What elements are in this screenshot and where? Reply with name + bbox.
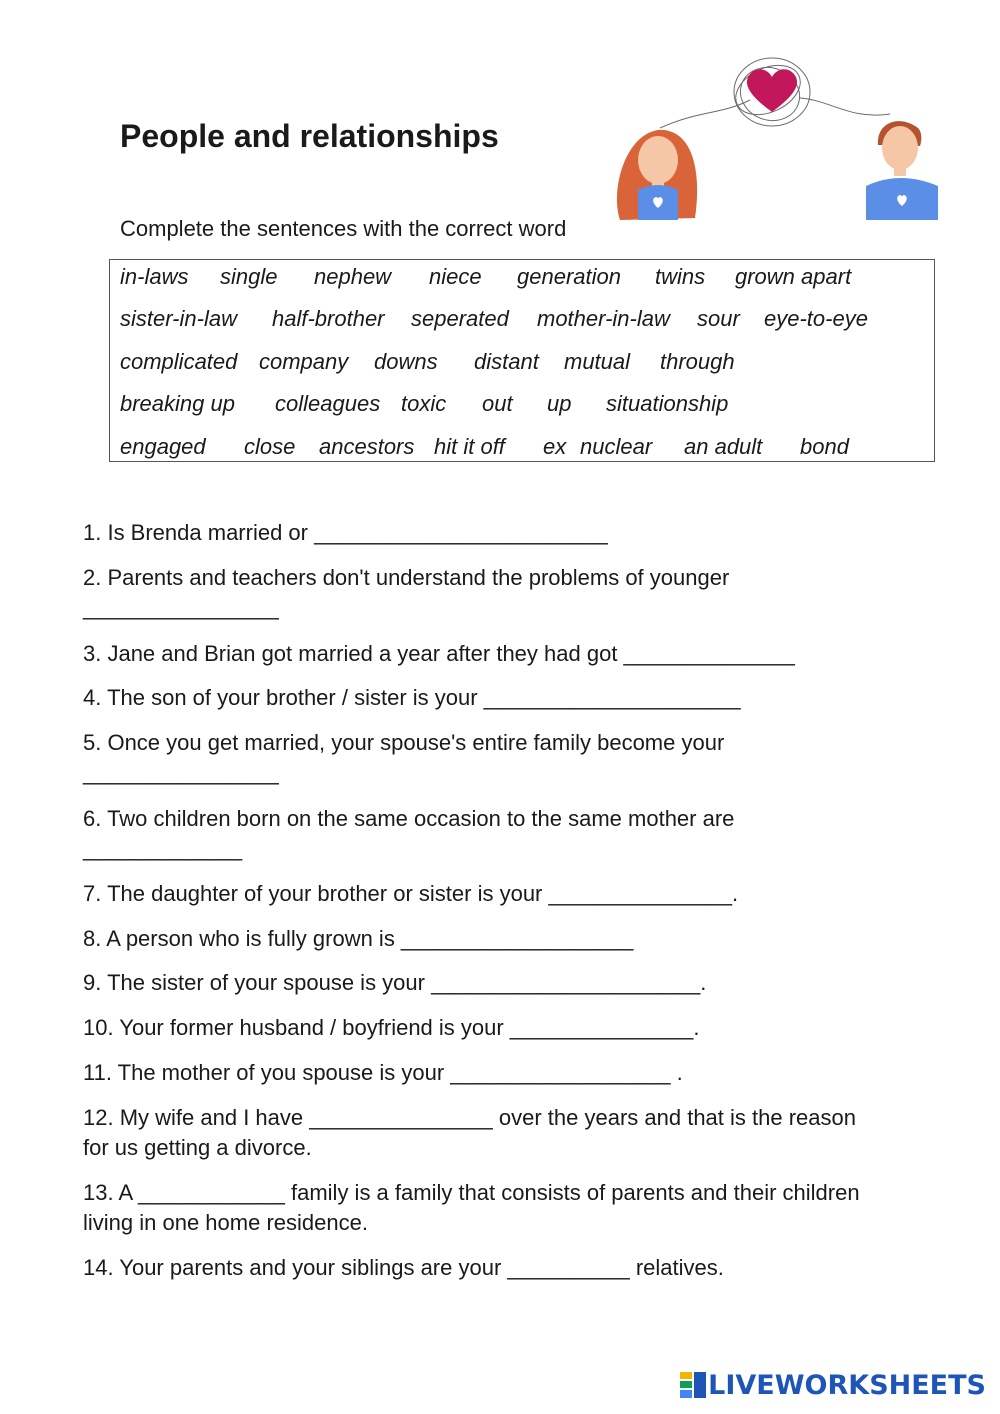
word-bank-item: an adult: [684, 434, 763, 459]
word-bank-item: toxic: [401, 391, 447, 416]
question-6[interactable]: [83, 804, 923, 864]
word-bank-item: company: [259, 349, 349, 374]
question-8[interactable]: [83, 924, 923, 954]
man-figure: [866, 121, 938, 220]
word-bank-item: half-brother: [272, 306, 385, 331]
question-text: 5. Once you get married, your spouse's entire family become your: [83, 730, 725, 755]
word-bank-item: close: [244, 434, 296, 459]
question-10[interactable]: [83, 1013, 923, 1043]
word-bank-item: nephew: [314, 264, 392, 289]
question-2[interactable]: [83, 563, 923, 623]
word-bank-item: complicated: [120, 349, 238, 374]
word-bank-item: colleagues: [275, 391, 381, 416]
word-bank-item: engaged: [120, 434, 206, 459]
word-bank-item: downs: [374, 349, 438, 374]
word-bank-item: generation: [517, 264, 621, 289]
question-text: 12. My wife and I have _______________ over the years and that is the reason: [83, 1105, 856, 1130]
word-bank-item: sour: [697, 306, 740, 331]
question-text: 1. Is Brenda married or ________________________: [83, 520, 608, 545]
question-text: 8. A person who is fully grown is ___________________: [83, 926, 634, 951]
word-bank-item: through: [660, 349, 735, 374]
woman-figure: [617, 130, 697, 220]
question-3[interactable]: [83, 639, 923, 669]
question-text: 3. Jane and Brian got married a year after they had got ______________: [83, 641, 795, 666]
question-text: 13. A ____________ family is a family that consists of parents and their children: [83, 1180, 860, 1205]
word-bank-item: bond: [800, 434, 849, 459]
question-text: 9. The sister of your spouse is your ______________________.: [83, 970, 707, 995]
answer-blank[interactable]: ________________: [83, 760, 279, 785]
question-5[interactable]: [83, 728, 923, 788]
question-text: 2. Parents and teachers don't understand the problems of younger: [83, 565, 730, 590]
question-text: 14. Your parents and your siblings are your __________ relatives.: [83, 1255, 724, 1280]
word-bank-item: grown apart: [735, 264, 852, 289]
question-12[interactable]: [83, 1103, 923, 1163]
answer-blank[interactable]: _____________: [83, 836, 243, 861]
word-bank-item: sister-in-law: [120, 306, 237, 331]
word-bank-item: distant: [474, 349, 539, 374]
word-bank-item: single: [220, 264, 278, 289]
question-text: 6. Two children born on the same occasion to the same mother are: [83, 806, 735, 831]
question-text: 7. The daughter of your brother or sister is your _______________.: [83, 881, 739, 906]
liveworksheets-logo: [680, 1368, 986, 1402]
word-bank-item: situationship: [606, 391, 729, 416]
word-bank-item: twins: [655, 264, 706, 289]
word-bank-item: nuclear: [580, 434, 653, 459]
page-title: People and relationships: [120, 118, 499, 154]
word-bank-item: hit it off: [434, 434, 505, 459]
word-bank-item: breaking up: [120, 391, 235, 416]
word-bank-item: in-laws: [120, 264, 189, 289]
instruction-text: Complete the sentences with the correct word: [120, 216, 567, 241]
question-7[interactable]: [83, 879, 923, 909]
couple-illustration: [600, 40, 960, 230]
word-bank-item: ancestors: [319, 434, 415, 459]
question-text: living in one home residence.: [83, 1210, 368, 1235]
question-9[interactable]: [83, 968, 923, 998]
question-text: 4. The son of your brother / sister is your _____________________: [83, 685, 741, 710]
question-text: 11. The mother of you spouse is your __________________ .: [83, 1060, 683, 1085]
question-11[interactable]: [83, 1058, 923, 1088]
answer-blank[interactable]: ________________: [83, 595, 279, 620]
word-bank-item: out: [482, 391, 513, 416]
question-1[interactable]: [83, 518, 923, 548]
word-bank-item: mutual: [564, 349, 631, 374]
question-text: for us getting a divorce.: [83, 1135, 312, 1160]
question-text: 10. Your former husband / boyfriend is your _______________.: [83, 1015, 700, 1040]
heart-icon: [747, 69, 797, 112]
question-13[interactable]: [83, 1178, 923, 1238]
word-bank-item: eye-to-eye: [764, 306, 868, 331]
word-bank-item: ex: [543, 434, 567, 459]
watermark-text: LIVEWORKSHEETS: [708, 1369, 986, 1401]
word-bank-item: niece: [429, 264, 482, 289]
logo-blocks-icon: [680, 1372, 706, 1398]
word-bank-item: up: [547, 391, 572, 416]
question-4[interactable]: [83, 683, 923, 713]
word-bank-item: seperated: [411, 306, 509, 331]
word-bank-item: mother-in-law: [537, 306, 670, 331]
word-bank: [109, 259, 935, 462]
question-14[interactable]: [83, 1253, 923, 1283]
